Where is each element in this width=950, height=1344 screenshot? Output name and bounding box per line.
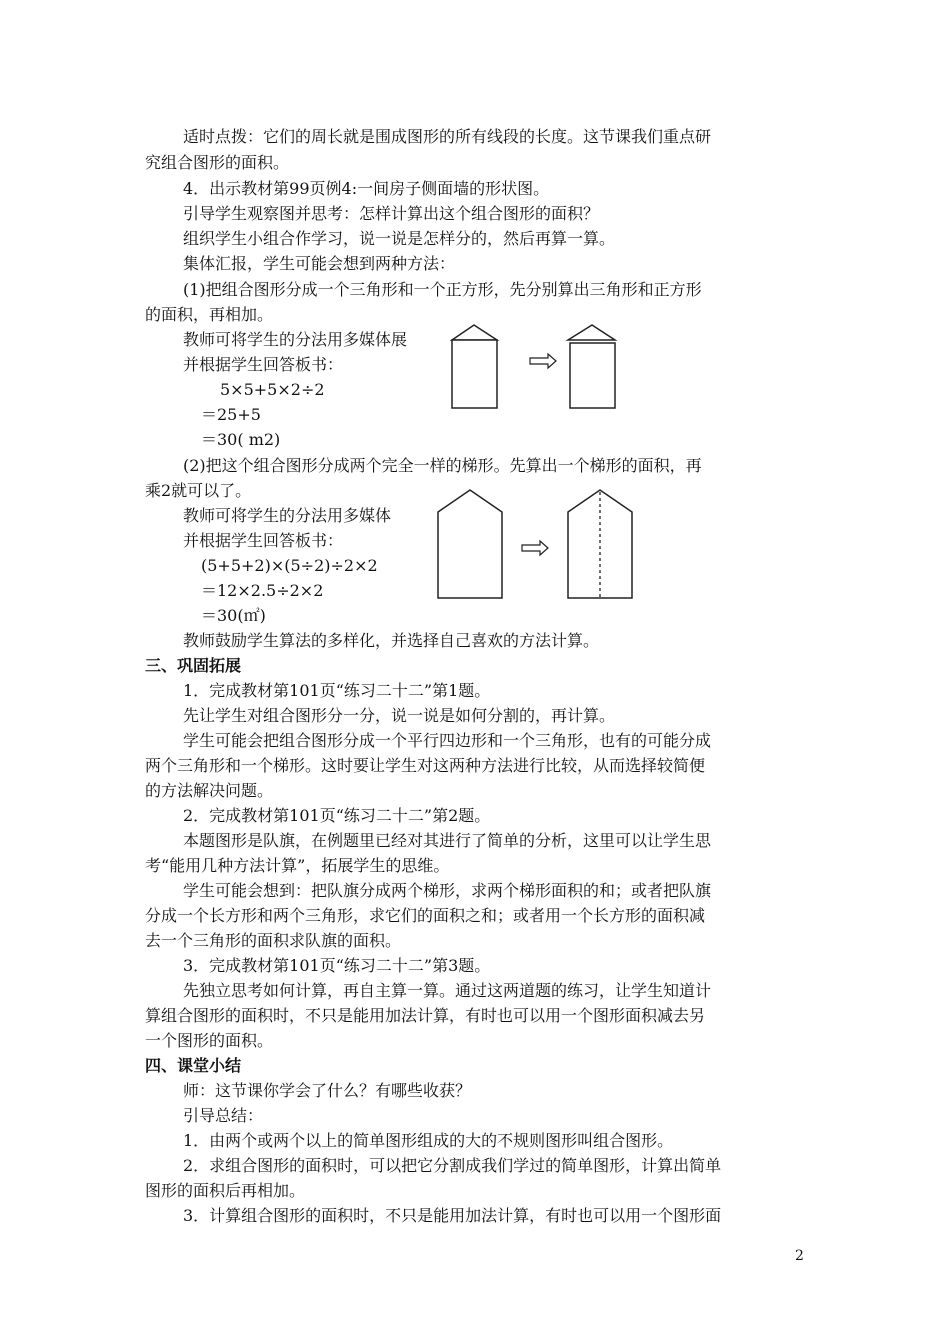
- section-heading: 四、课堂小结: [145, 1056, 242, 1075]
- text-line: 4．出示教材第99页例4:一间房子侧面墙的形状图。: [183, 179, 550, 198]
- text-line: 适时点拨：它们的周长就是围成图形的所有线段的长度。这节课我们重点研: [183, 127, 712, 146]
- text-line: 3．计算组合图形的面积时，不只是能用加法计算，有时也可以用一个图形面: [183, 1206, 722, 1225]
- text-line: 1．由两个或两个以上的简单图形组成的大的不规则图形叫组合图形。: [183, 1131, 674, 1150]
- text-line: 图形的面积后再相加。: [145, 1181, 306, 1200]
- house-outline-shape: [438, 490, 502, 598]
- text-line: 并根据学生回答板书：: [183, 355, 344, 374]
- roof-triangle-shape: [452, 325, 497, 340]
- text-line: (2)把这个组合图形分成两个完全一样的梯形。先算出一个梯形的面积，再: [183, 456, 702, 475]
- text-line: 3．完成教材第101页“练习二十二”第3题。: [183, 956, 491, 975]
- text-line: 考“能用几种方法计算”，拓展学生的思维。: [145, 856, 450, 875]
- text-line: 教师可将学生的分法用多媒体展: [183, 330, 408, 349]
- wall-square-shape: [452, 340, 497, 408]
- text-line: 集体汇报，学生可能会想到两种方法：: [183, 254, 456, 273]
- section-heading: 三、巩固拓展: [145, 656, 242, 675]
- text-line: 一个图形的面积。: [145, 1031, 274, 1050]
- text-line: 的面积，再相加。: [145, 305, 274, 324]
- text-line: 教师鼓励学生算法的多样化，并选择自己喜欢的方法计算。: [183, 631, 600, 650]
- text-line: 引导总结：: [183, 1106, 264, 1125]
- text-line: 乘2就可以了。: [145, 481, 252, 500]
- text-line: 去一个三角形的面积求队旗的面积。: [145, 931, 402, 950]
- formula-line: ＝25+5: [201, 405, 261, 424]
- text-line: 学生可能会把组合图形分成一个平行四边形和一个三角形，也有的可能分成: [183, 731, 712, 750]
- text-line: 2．求组合图形的面积时，可以把它分割成我们学过的简单图形，计算出简单: [183, 1156, 722, 1175]
- text-line: 两个三角形和一个梯形。这时要让学生对这两种方法进行比较，从而选择较简便: [145, 756, 706, 775]
- formula-line: ＝12×2.5÷2×2: [201, 581, 324, 600]
- house-split-triangle-square-figure: [440, 325, 650, 409]
- text-line: 学生可能会想到：把队旗分成两个梯形，求两个梯形面积的和；或者把队旗: [183, 881, 712, 900]
- formula-line: ＝30( m2): [201, 430, 281, 449]
- right-arrow-icon: [522, 541, 548, 555]
- text-line: (1)把组合图形分成一个三角形和一个正方形，先分别算出三角形和正方形: [183, 280, 702, 299]
- text-line: 教师可将学生的分法用多媒体: [183, 506, 392, 525]
- text-line: 的方法解决问题。: [145, 781, 274, 800]
- text-line: 引导学生观察图并思考：怎样计算出这个组合图形的面积？: [183, 204, 600, 223]
- text-line: 分成一个长方形和两个三角形，求它们的面积之和；或者用一个长方形的面积减: [145, 906, 706, 925]
- formula-line: ＝30(㎡): [201, 606, 266, 625]
- text-line: 师：这节课你学会了什么？有哪些收获？: [183, 1081, 472, 1100]
- text-line: 1．完成教材第101页“练习二十二”第1题。: [183, 681, 491, 700]
- text-line: 算组合图形的面积时，不只是能用加法计算，有时也可以用一个图形面积减去另: [145, 1006, 706, 1025]
- text-line: 本题图形是队旗，在例题里已经对其进行了简单的分析，这里可以让学生思: [183, 831, 712, 850]
- text-line: 并根据学生回答板书：: [183, 531, 344, 550]
- right-arrow-icon: [530, 354, 556, 368]
- text-line: 先独立思考如何计算，再自主算一算。通过这两道题的练习，让学生知道计: [183, 981, 712, 1000]
- text-line: 2．完成教材第101页“练习二十二”第2题。: [183, 806, 491, 825]
- house-split-two-trapezoids-figure: [436, 490, 646, 600]
- formula-line: (5+5+2)×(5÷2)÷2×2: [201, 556, 378, 575]
- text-line: 组织学生小组合作学习，说一说是怎样分的，然后再算一算。: [183, 229, 616, 248]
- text-line: 先让学生对组合图形分一分，说一说是如何分割的，再计算。: [183, 706, 616, 725]
- separated-square-shape: [570, 343, 615, 408]
- formula-line: 5×5+5×2÷2: [220, 380, 325, 399]
- separated-triangle-shape: [568, 325, 615, 340]
- text-line: 究组合图形的面积。: [145, 153, 290, 172]
- page-number: 2: [795, 1248, 804, 1264]
